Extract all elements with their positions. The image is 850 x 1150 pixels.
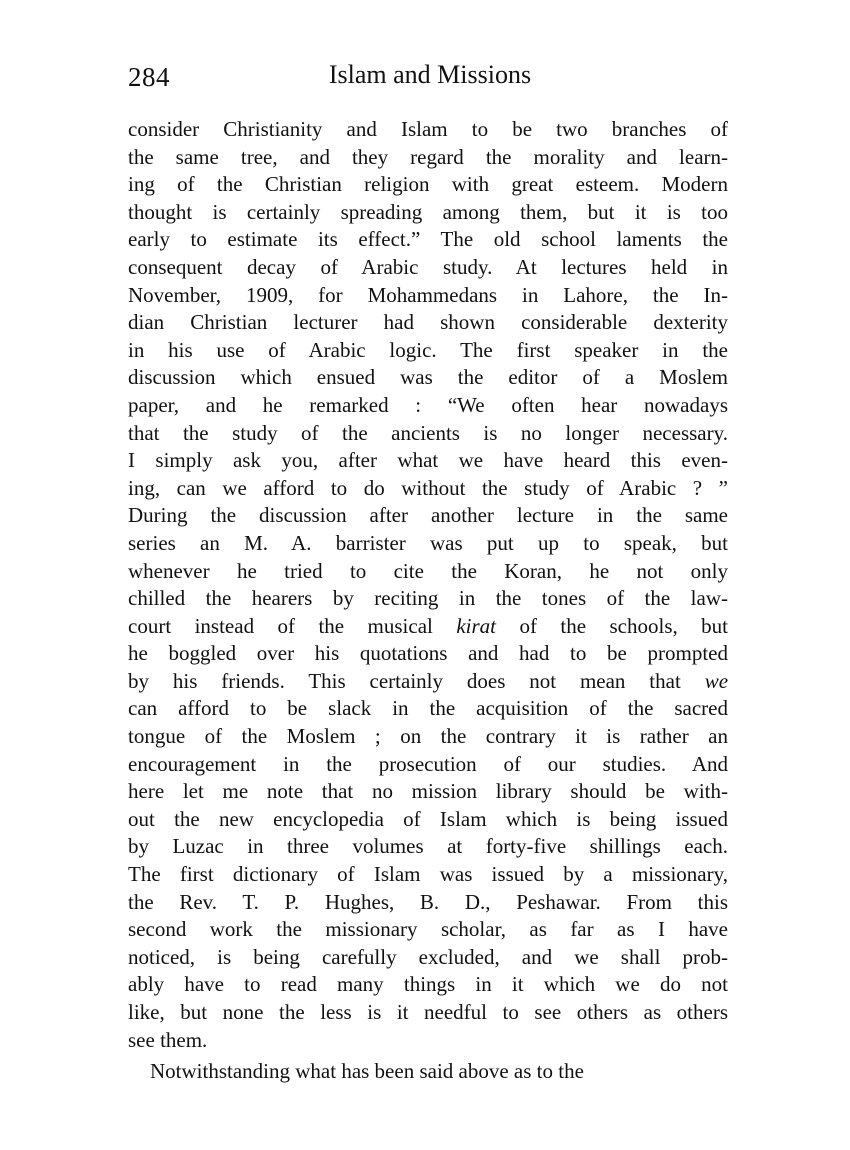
text-line-next-paragraph: Notwithstanding what has been said above as to the [150,1059,584,1084]
text-line: tongue of the Moslem ; on the contrary it is rather an [128,724,728,749]
text-line: that the study of the ancients is no longer necessary. [128,420,728,445]
text-line: discussion which ensued was the editor of a Moslem [128,365,728,390]
text-line: dian Christian lecturer had shown considerable dexterity [128,310,728,335]
text-line-mixed [128,613,728,641]
text-line: can afford to be slack in the acquisition of the sacred [128,696,728,721]
text-segment: by his friends. This certainly does not mean that [128,668,681,693]
text-line: the Rev. T. P. Hughes, B. D., Peshawar. From this [128,889,728,914]
text-line: During the discussion after another lecture in the same [128,503,728,528]
text-line: The first dictionary of Islam was issued by a missionary, [128,862,728,887]
running-head: Islam and Missions [328,60,532,89]
text-line: ing, can we afford to do without the study of Arabic ? ” [128,475,728,500]
text-line: series an M. A. barrister was put up to speak, but [128,530,728,555]
text-line: out the new encyclopedia of Islam which is being issued [128,806,728,831]
text-line: he boggled over his quotations and had to be prompted [128,641,728,666]
text-line: second work the missionary scholar, as far as I have [128,917,728,942]
italic-term: we [704,668,729,693]
text-line-mixed [128,668,728,696]
text-line: chilled the hearers by reciting in the tones of the law- [128,586,728,611]
text-line: the same tree, and they regard the morality and learn- [128,144,728,169]
text-line: whenever he tried to cite the Koran, he not only [128,558,728,583]
text-line: paper, and he remarked : “We often hear nowadays [128,392,728,417]
text-line: consider Christianity and Islam to be two branches of [128,117,728,141]
text-line: ing of the Christian religion with great esteem. Modern [128,172,728,197]
body-text [128,116,728,1086]
text-line: encouragement in the prosecution of our studies. And [128,751,728,776]
text-line: consequent decay of Arabic study. At lectures held in [128,254,728,279]
text-segment: of the schools, but [519,613,729,638]
text-line: early to estimate its effect.” The old school laments the [128,227,728,252]
page-number: 284 [128,62,170,92]
italic-term: kirat [456,613,496,638]
text-line: thought is certainly spreading among them, but it is too [128,199,728,224]
text-line: noticed, is being carefully excluded, and we shall prob- [128,944,728,969]
text-line: here let me note that no mission library should be with- [128,779,728,804]
text-line: like, but none the less is it needful to see others as others [128,1000,728,1024]
text-line: by Luzac in three volumes at forty-five shillings each. [128,834,728,859]
text-segment: court instead of the musical [128,613,433,638]
text-line: November, 1909, for Mohammedans in Lahore, the In- [128,282,728,307]
text-line-paragraph-end: see them. [128,1027,208,1052]
text-line: ably have to read many things in it which we do not [128,972,728,997]
text-line: in his use of Arabic logic. The first speaker in the [128,337,728,362]
text-line: I simply ask you, after what we have heard this even- [128,448,728,473]
